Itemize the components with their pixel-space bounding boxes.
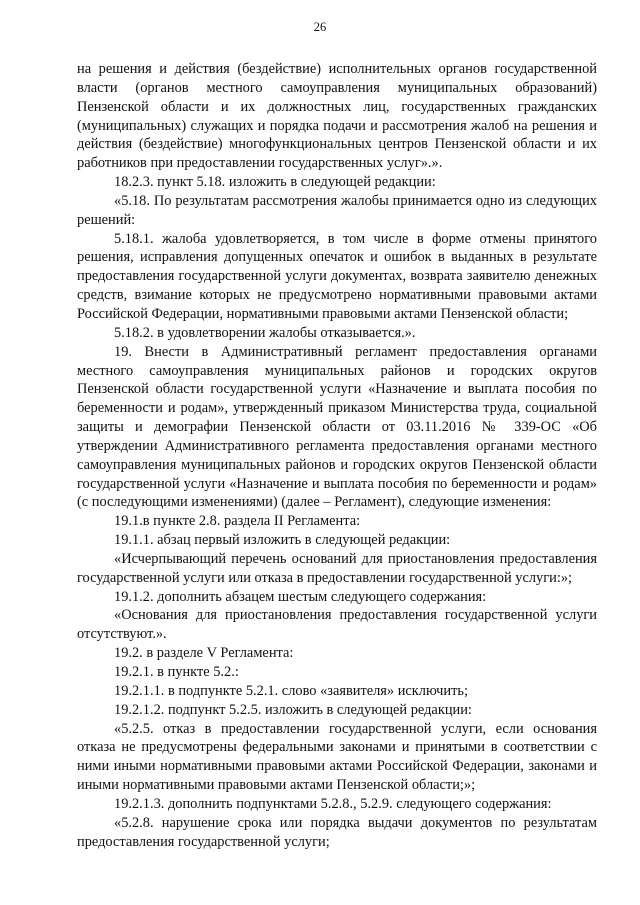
paragraph: 19.2.1.1. в подпункте 5.2.1. слово «заявителя» исключить; [114,682,468,699]
paragraph: 19. Внести в Административный регламент предоставления органами местного самоуправления муниципальных районов и городских округов Пензенской области государственной услуги «Назначение и выплата пособия по беременности и родам», утвержденный приказом Министерства труда, социальной защиты и демографии Пензенской области от 03.11.2016 № 339-ОС «Об утверждении Административного регламента предоставления органами местного самоуправления муниципальных районов и городских округов Пензенской области государственной услуги «Назначение и выплата пособия по беременности и родам» (с последующими изменениями) (далее – Регламент), следующие изменения: [77,343,597,511]
paragraph: на решения и действия (бездействие) исполнительных органов государственной власти (органов местного самоуправления муниципальных образований) Пензенской области и их должностных лиц, государственных гражданских (муниципальных) служащих и порядка подачи и рассмотрения жалоб на решения и действия (бездействие) многофункциональных центров Пензенской области и их работников при предоставлении государственных услуг».». [77,61,597,172]
paragraph: «Исчерпывающий перечень оснований для приостановления предоставления государственной услуги или отказа в предоставлении государственной услуги:»; [77,550,597,586]
paragraph: 19.1.в пункте 2.8. раздела II Регламента: [114,513,361,530]
paragraph: 19.2. в разделе V Регламента: [114,645,294,662]
paragraph: 19.1.2. дополнить абзацем шестым следующего содержания: [114,588,487,605]
paragraph: 19.2.1. в пункте 5.2.: [114,664,239,680]
page-number: 26 [313,20,327,34]
paragraph: «5.18. По результатам рассмотрения жалобы принимается одно из следующих решений: [77,192,597,228]
paragraph: 18.2.3. пункт 5.18. изложить в следующей редакции: [114,174,436,191]
document-body [77,60,597,851]
paragraph: «Основания для приостановления предоставления государственной услуги отсутствуют.». [77,607,597,643]
paragraph: «5.2.5. отказ в предоставлении государственной услуги, если основания отказа не предусмотрены федеральными законами и принятыми в соответствии с ними иными нормативными правовыми актами Российской Федерации, законами и иными нормативными правовыми актами Пензенской области;»; [77,720,597,794]
paragraph: 5.18.2. в удовлетворении жалобы отказывается.». [114,324,416,341]
paragraph: 19.2.1.2. подпункт 5.2.5. изложить в следующей редакции: [114,701,472,718]
paragraph: 19.1.1. абзац первый изложить в следующей редакции: [114,532,451,549]
paragraph: «5.2.8. нарушение срока или порядка выдачи документов по результатам предоставления государственной услуги; [77,814,597,850]
paragraph: 19.2.1.3. дополнить подпунктами 5.2.8., 5.2.9. следующего содержания: [114,795,552,812]
paragraph: 5.18.1. жалоба удовлетворяется, в том числе в форме отмены принятого решения, исправления допущенных опечаток и ошибок в выданных в результате предоставления государственной услуги документах, возврата заявителю денежных средств, взимание которых не предусмотрено нормативными правовыми актами Российской Федерации, нормативными правовыми актами Пензенской области; [77,230,597,322]
